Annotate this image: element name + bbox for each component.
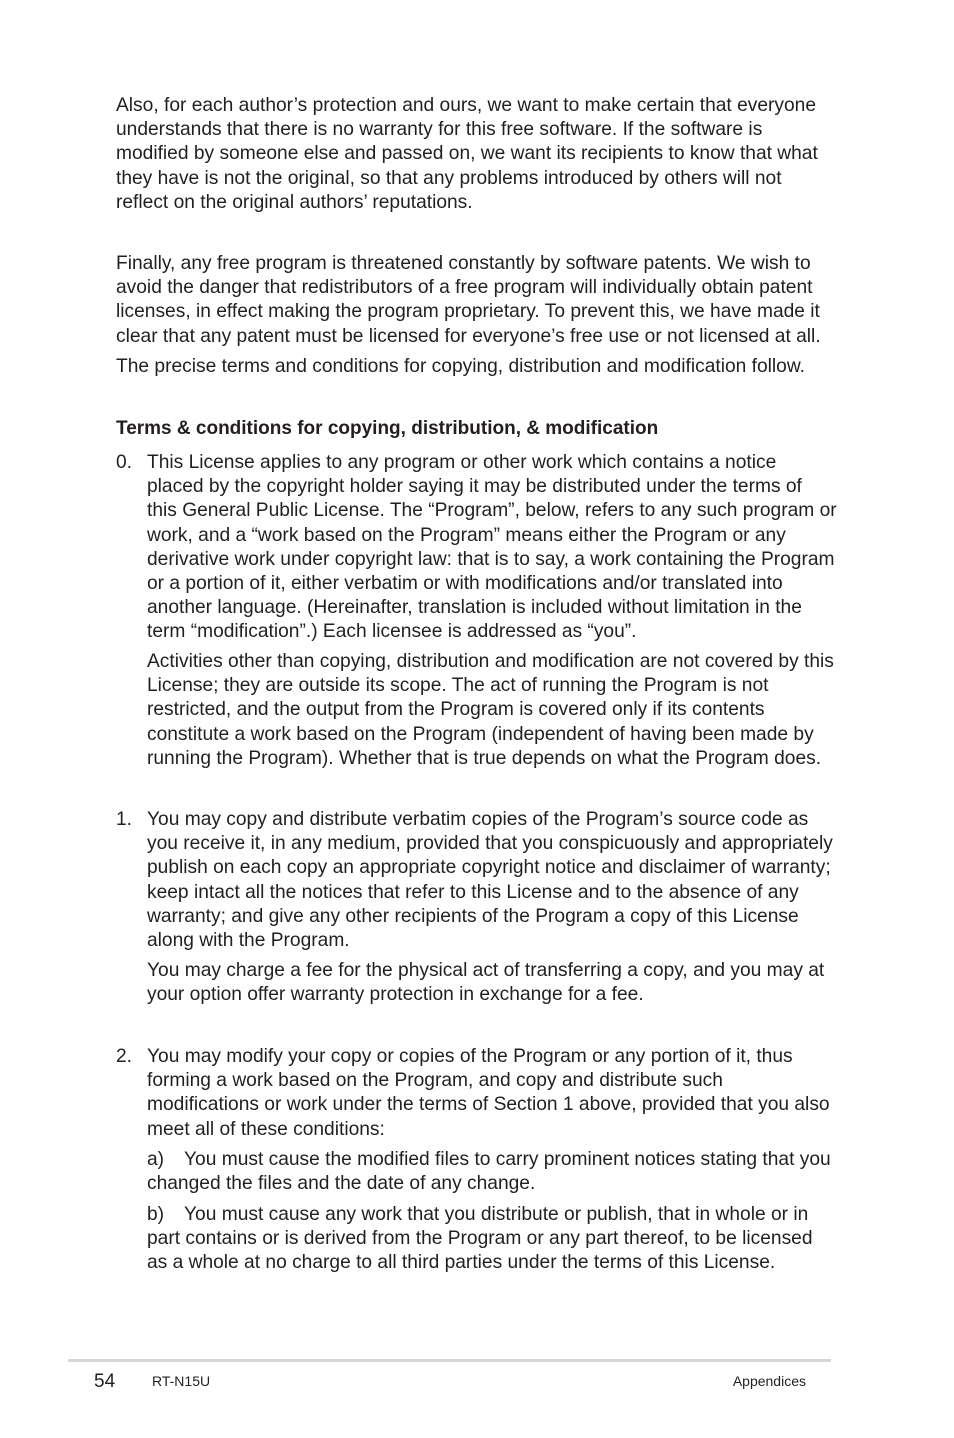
intro-paragraph-warranty: Also, for each author’s protection and ours, we want to make certain that everyone understands that there is no warranty for this free software. If the software is modified by someone else and passed on, we want its recipients to know that what they have is not the original, so that any problems introduced by others will not reflect on the original authors’ reputations.	[116, 95, 818, 213]
item-text: You may modify your copy or copies of the Program or any portion of it, thus forming a work based on the Program, and copy and distribute such modifications or work under the terms of Section 1 above, provided that you also meet all of these conditions:	[147, 1046, 830, 1140]
item-extra-text: You may charge a fee for the physical act of transferring a copy, and you may at your option offer warranty protection in exchange for a fee.	[147, 960, 825, 1006]
sub-item-label: a)	[147, 1149, 165, 1170]
sub-item-text: You must cause any work that you distribute or publish, that in whole or in part contains or is derived from the Program or any part thereof, to be licensed as a whole at no charge to all third parties under the terms of this License.	[147, 1204, 813, 1274]
footer-divider	[68, 1359, 831, 1362]
item-number: 0.	[116, 452, 133, 473]
sub-item-label: b)	[147, 1204, 165, 1225]
item-number: 2.	[116, 1046, 133, 1067]
page-number: 54	[94, 1371, 116, 1392]
section-name: Appendices	[732, 1373, 806, 1389]
item-text: This License applies to any program or other work which contains a notice placed by the copyright holder saying it may be distributed under the terms of this General Public License. The “Program”, below, refers to any such program or work, and a “work based on the Program” means either the Program or any derivative work under copyright law: that is to say, a work containing the Program or a portion of it, either verbatim or with modifications and/or translated into another language. (Hereinafter, translation is included without limitation in the term “modification”.) Each licensee is addressed as “you”.	[147, 452, 837, 643]
sub-item-a	[147, 1148, 837, 1196]
intro-paragraph-patents: Finally, any free program is threatened constantly by software patents. We wish to avoid the danger that redistributors of a free program will individually obtain patent licenses, in effect making the program proprietary. To prevent this, we have made it clear that any patent must be licensed for everyone’s free use or not licensed at all.	[116, 253, 821, 347]
intro-paragraph-terms-follow: The precise terms and conditions for copying, distribution and modification follow.	[116, 356, 805, 377]
product-model: RT-N15U	[152, 1373, 211, 1389]
item-number: 1.	[116, 809, 133, 830]
item-extra-text: Activities other than copying, distribution and modification are not covered by this License; they are outside its scope. The act of running the Program is not restricted, and the output from the Program is covered only if its contents constitute a work based on the Program (independent of having been made by running the Program). Whether that is true depends on what the Program does.	[147, 651, 834, 769]
sub-item-b	[147, 1203, 837, 1276]
item-text: You may copy and distribute verbatim copies of the Program’s source code as you receive it, in any medium, provided that you conspicuously and appropriately publish on each copy an appropriate copyright notice and disclaimer of warranty; keep intact all the notices that refer to this License and to the absence of any warranty; and give any other recipients of the Program a copy of this License along with the Program.	[147, 809, 833, 952]
sub-item-text: You must cause the modified files to carry prominent notices stating that you changed the files and the date of any change.	[147, 1149, 831, 1195]
terms-heading: Terms & conditions for copying, distribution, & modification	[116, 418, 659, 439]
